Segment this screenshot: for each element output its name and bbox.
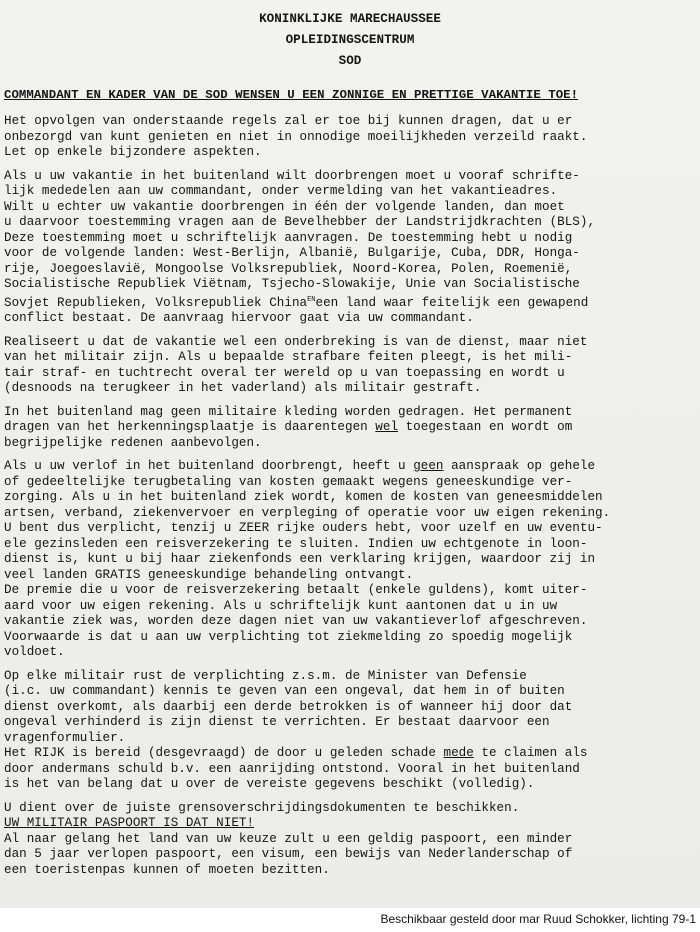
text-line: dienst is, kunt u bij haar ziekenfonds een verklaring krijgen, waardoor zij in — [4, 552, 596, 566]
letterhead-unit: SOD — [338, 54, 362, 68]
text-line: u daarvoor toestemming vragen aan de Bevelhebber der Landstrijdkrachten (BLS), — [4, 215, 596, 229]
text-line: Op elke militair rust de verplichting z.s.m. de Minister van Defensie — [4, 668, 527, 683]
text-line: van het militair zijn. Als u bepaalde strafbare feiten pleegt, is het mili- — [4, 350, 573, 364]
underlined-word: mede — [443, 746, 474, 760]
text-line: U bent dus verplicht, tenzij u ZEER rijke ouders hebt, voor uzelf en uw eventu- — [4, 521, 603, 535]
text-line: voldoet. — [4, 645, 65, 659]
text-line: begrijpelijke redenen aanbevolgen. — [4, 435, 262, 450]
underlined-word: geen — [413, 459, 444, 473]
text-line: (desnoods na terugkeer in het vaderland) als militair gestraft. — [4, 381, 482, 395]
text-line: ongeval verhinderd is zijn dienst te verrichten. Er bestaat daarvoor een — [4, 715, 550, 729]
text-line: veel landen GRATIS geneeskundige behandeling ontvangt. — [4, 567, 414, 582]
text-line: artsen, verband, ziekenvervoer en verpleging of operatie voor uw eigen rekening. — [4, 505, 611, 520]
paragraph-military-law — [4, 335, 698, 397]
text-line: Socialistische Republiek Viëtnam, Tsjecho-Slowakije, Unie van Socialistische — [4, 277, 580, 291]
paragraph-accidents — [4, 669, 698, 793]
text-segment: Het RIJK is bereid (desgevraagd) de door u geleden schade — [4, 746, 444, 760]
text-line: Voorwaarde is dat u aan uw verplichting tot ziekmelding zo spoedig mogelijk — [4, 629, 573, 644]
text-line: lijk mededelen aan uw commandant, onder vermelding van het vakantieadres. — [4, 184, 558, 198]
text-line: is het van belang dat u over de vereiste gegevens beschikt (volledig). — [4, 777, 535, 791]
text-line: vakantie ziek was, worden deze dagen niet van uw vakantieverlof afgeschreven. — [4, 614, 588, 628]
text-line: zorging. Als u in het buitenland ziek wordt, komen de kosten van geneesmiddelen — [4, 490, 603, 504]
text-line: Deze toestemming moet u schriftelijk aanvragen. De toestemming hebt u nodig — [4, 230, 573, 245]
letterhead — [0, 9, 700, 72]
text-segment: Sovjet Republieken, Volksrepubliek China — [4, 295, 308, 310]
letter-body — [4, 114, 698, 878]
text-line: dan 5 jaar verlopen paspoort, een visum, een bewijs van Nederlanderschap of — [4, 847, 573, 861]
text-line: aard voor uw eigen rekening. Als u schriftelijk kunt aantonen dat u in uw — [4, 598, 558, 613]
text-segment: Als u uw verlof in het buitenland doorbrengt, heeft u — [4, 459, 414, 473]
text-line: conflict bestaat. De aanvraag hiervoor gaat via uw commandant. — [4, 311, 474, 325]
text-line: Wilt u echter uw vakantie doorbrengen in één der volgende landen, dan moet — [4, 199, 565, 214]
text-line-composite — [4, 293, 698, 312]
text-line: rije, Joegoeslavië, Mongoolse Volksrepubliek, Noord-Korea, Polen, Roemenië, — [4, 261, 573, 276]
underlined-word: wel — [375, 420, 399, 434]
text-line: Het opvolgen van onderstaande regels zal er toe bij kunnen dragen, dat u er — [4, 114, 573, 128]
text-line: voor de volgende landen: West-Berlijn, Albanië, Bulgarije, Cuba, DDR, Honga- — [4, 246, 580, 260]
text-segment: toegestaan en wordt om — [398, 420, 573, 434]
text-line: ele gezinsleden een reisverzekering te sluiten. Indien uw echtgenote in loon- — [4, 536, 588, 551]
text-segment: te claimen als — [473, 746, 588, 760]
paragraph-permission — [4, 169, 698, 327]
headline: COMMANDANT EN KADER VAN DE SOD WENSEN U EEN ZONNIGE EN PRETTIGE VAKANTIE TOE! — [4, 88, 579, 102]
letterhead-department: OPLEIDINGSCENTRUM — [285, 33, 415, 47]
text-segment: aanspraak op gehele — [443, 459, 596, 473]
text-line: U dient over de juiste grensoverschrijdingsdokumenten te beschikken. — [4, 800, 520, 815]
text-segment: dragen van het herkenningsplaatje is daarentegen — [4, 420, 376, 434]
passport-warning: UW MILITAIR PASPOORT IS DAT NIET! — [4, 816, 255, 830]
text-line: Als u uw vakantie in het buitenland wilt doorbrengen moet u vooraf schrifte- — [4, 168, 580, 183]
paragraph-medical-costs — [4, 459, 698, 661]
text-line: door andermans schuld b.v. een aanrijding ontstond. Vooral in het buitenland — [4, 761, 580, 776]
image-credit-caption: Beschikbaar gesteld door mar Ruud Schokker, lichting 79-1 — [380, 912, 696, 926]
text-line-composite — [4, 420, 698, 436]
handwritten-insertion: EN — [307, 295, 316, 304]
text-line: een toeristenpas kunnen of moeten bezitten. — [4, 862, 330, 877]
text-line: of gedeeltelijke terugbetaling van kosten gemaakt wegens geneeskundige ver- — [4, 474, 573, 489]
letterhead-organization: KONINKLIJKE MARECHAUSSEE — [259, 12, 441, 26]
text-line: Al naar gelang het land van uw keuze zult u een geldig paspoort, een minder — [4, 831, 573, 846]
text-line-composite — [4, 746, 698, 762]
text-line: tair straf- en tuchtrecht overal ter wereld op u van toepassing en wordt u — [4, 365, 565, 380]
text-line: De premie die u voor de reisverzekering betaalt (enkele guldens), komt uiter- — [4, 583, 588, 597]
text-line: Let op enkele bijzondere aspekten. — [4, 145, 262, 159]
text-line: Realiseert u dat de vakantie wel een onderbreking is van de dienst, maar niet — [4, 334, 588, 349]
text-line: dienst overkomt, als daarbij een derde betrokken is of wanneer hij door dat — [4, 699, 573, 714]
paragraph-clothing — [4, 405, 698, 452]
paragraph-intro — [4, 114, 698, 161]
text-line: (i.c. uw commandant) kennis te geven van een ongeval, dat hem in of buiten — [4, 684, 565, 698]
text-line: vragenformulier. — [4, 730, 126, 745]
text-line-composite — [4, 459, 698, 475]
text-line: onbezorgd van kunt genieten en niet in onnodige moeilijkheden verzeild raakt. — [4, 129, 588, 144]
text-segment: een land waar feitelijk een gewapend — [315, 295, 589, 310]
paragraph-documents — [4, 801, 698, 879]
text-line: In het buitenland mag geen militaire kleding worden gedragen. Het permanent — [4, 404, 573, 419]
